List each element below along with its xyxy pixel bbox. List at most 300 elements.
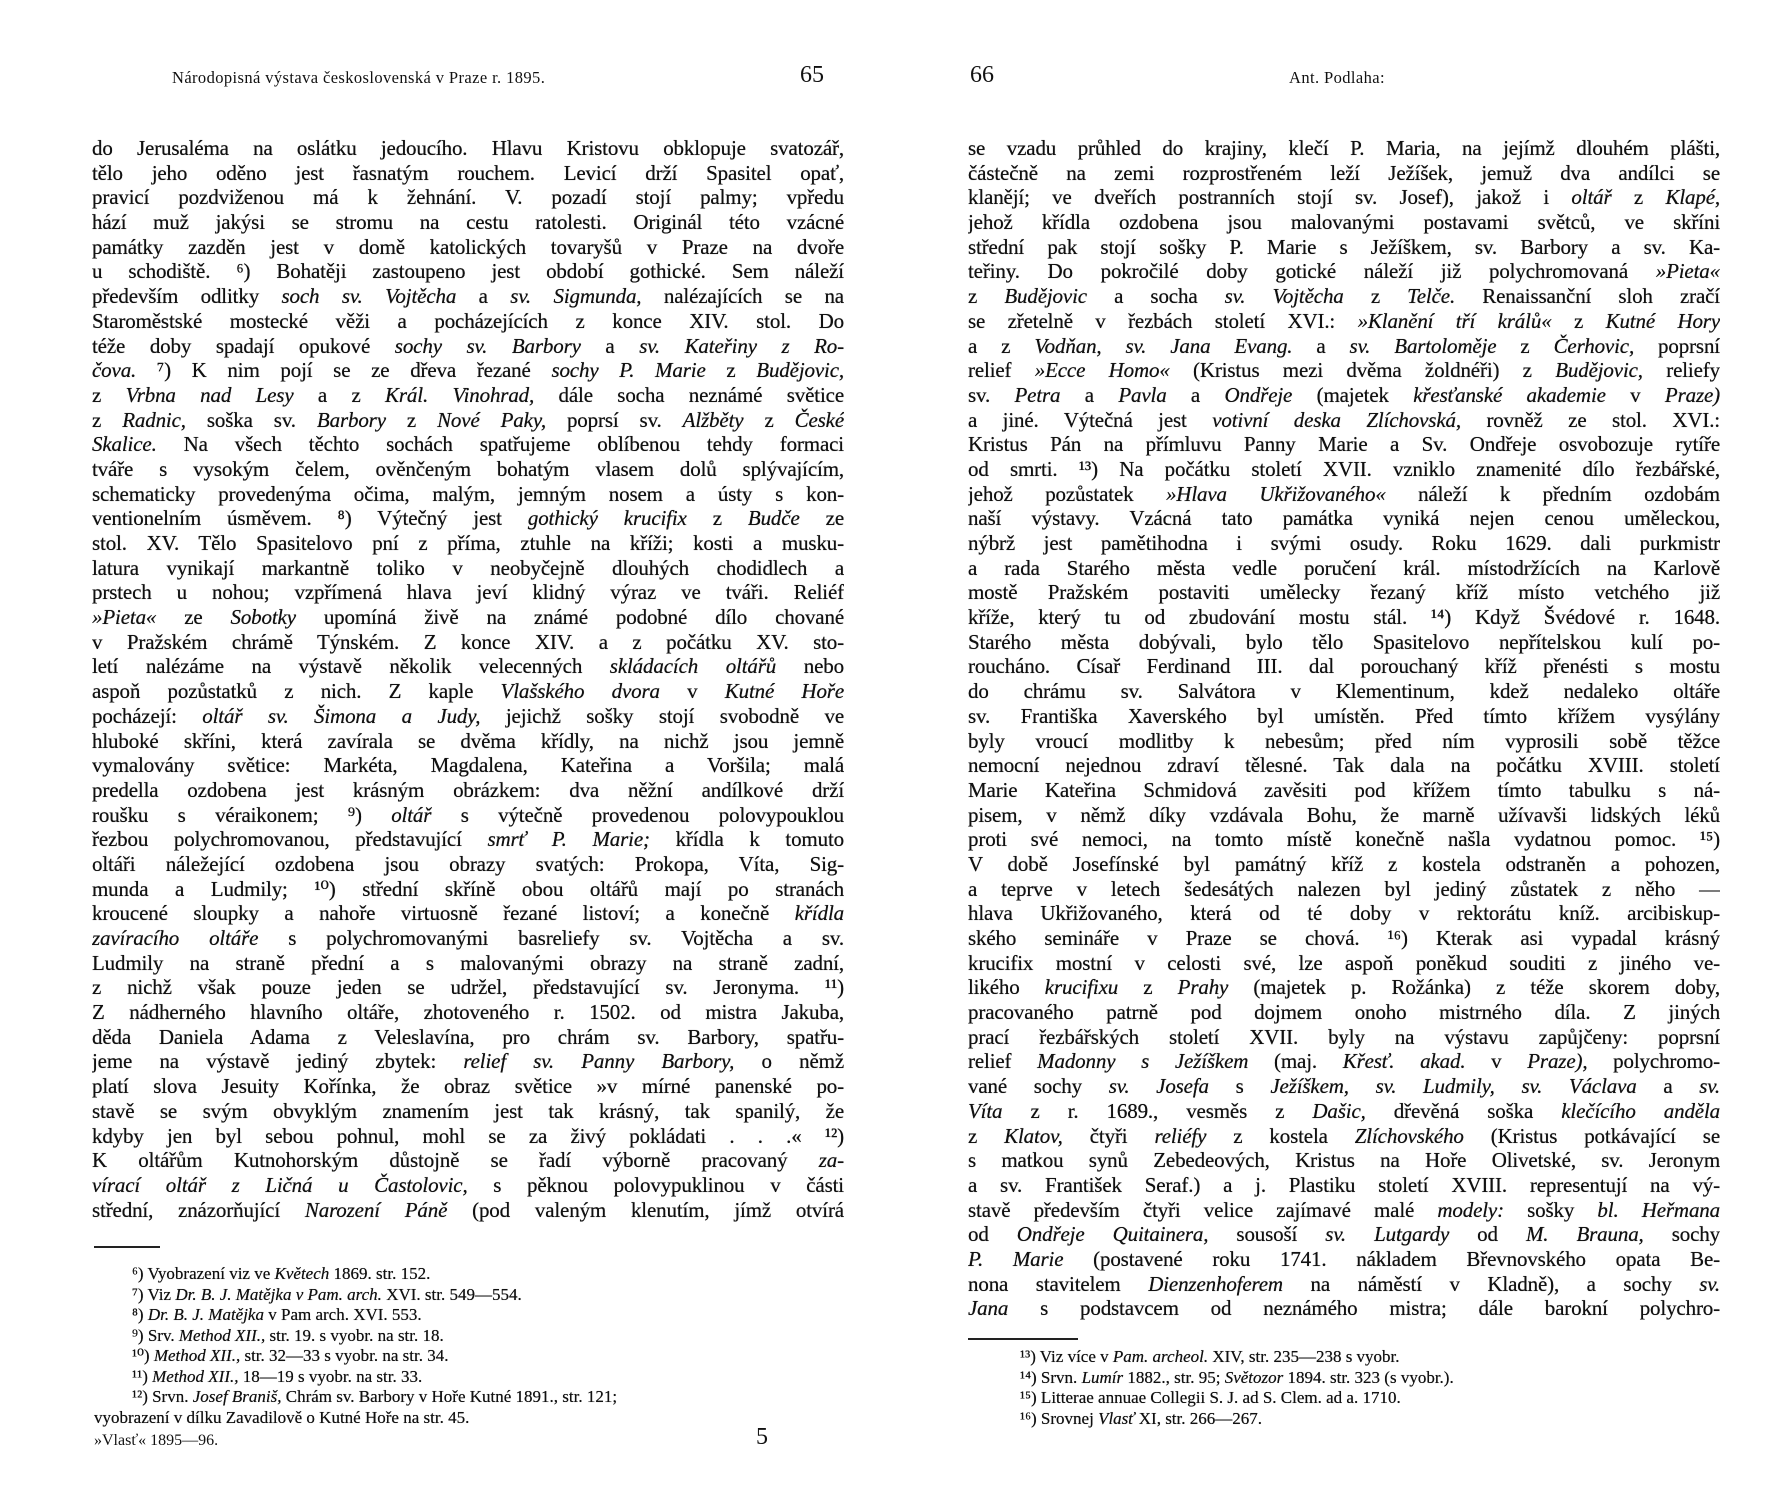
italic-text: Květech: [274, 1264, 330, 1283]
text-line: [92, 1124, 844, 1149]
italic-text: sochy sv. Barbory: [394, 333, 581, 358]
text-line: [968, 1247, 1720, 1272]
text: nýbrž jest pamětihodna i svými osudy. Roku 1629. dali purkmistr: [968, 531, 1720, 555]
text: roucháno. Císař Ferdinand III. dal porouchaný kříž přenésti s mostu: [968, 654, 1720, 679]
italic-text: Vlašského dvora: [500, 679, 660, 704]
text: predella ozdobena jest krásným obrázkem: dva něžní andílkové drží: [92, 777, 844, 802]
text: sv. Františka Xaverského byl umístěn. Před tímto křížem vysýlány: [968, 703, 1720, 728]
text: reliefy: [1642, 358, 1720, 383]
italic-text: Vodňan, sv. Jana Evang.: [1034, 333, 1293, 358]
text: tělo jeho oděno jest řasnatým rouchem. Levicí drží Spasitel opať,: [92, 160, 844, 185]
italic-text: Ondřeje Quitainera,: [1016, 1222, 1209, 1247]
text: ⁹) Srv.: [132, 1325, 179, 1345]
italic-text: Budějovic,: [756, 358, 844, 383]
italic-text: relief sv. Panny Barbory,: [463, 1049, 735, 1074]
text: ¹²) Srvn.: [132, 1387, 193, 1406]
text-line: [968, 605, 1720, 630]
text-line: [92, 901, 844, 926]
italic-text: Telče.: [1407, 284, 1456, 309]
text: hluboké skříni, která zavírala se dvěma křídly, na nichž jsou jemně: [92, 728, 844, 753]
italic-text: »Pieta«: [1655, 259, 1720, 284]
text: z: [686, 506, 748, 531]
text: s: [1208, 1074, 1271, 1099]
text-line: [968, 630, 1720, 655]
text-line: [968, 383, 1720, 408]
text: ského semináře v Praze se chová. ¹⁶) Kterak asi vypadal krásný: [968, 926, 1720, 950]
text-line: [92, 358, 844, 383]
text-line: [92, 852, 844, 877]
text: 1882., str. 95;: [1123, 1367, 1225, 1387]
text: kříže, který tu od zbudování mostu stál. ¹⁴) Když Švédové r. 1648.: [968, 605, 1720, 630]
text-line: [968, 259, 1720, 284]
italic-text: bl. Heřmana: [1597, 1197, 1720, 1222]
italic-text: »Hlava Ukřižovaného«: [1165, 481, 1386, 506]
text: XVI. str. 549—554.: [381, 1284, 522, 1304]
text: ventionelním úsměvem. ⁸) Výtečný jest: [92, 506, 528, 531]
text-line: [968, 1198, 1720, 1223]
text: děda Daniela Adama z Veleslavína, pro chrám sv. Barbory, spatřu-: [92, 1024, 844, 1049]
italic-text: Světozor: [1224, 1367, 1284, 1387]
running-head-right: Ant. Podlaha:: [1289, 68, 1385, 87]
text: do chrámu sv. Salvátora v Klementinum, kdež nedaleko oltáře: [968, 679, 1720, 704]
text: (maj.: [1248, 1049, 1343, 1074]
italic-text: Klapé,: [1665, 185, 1720, 210]
footnote: [982, 1347, 1722, 1368]
italic-text: »Pieta«: [92, 605, 157, 630]
text: částečně na zemi rozprostřeném leží Ježíšek, jemuž dva andílci se: [968, 160, 1720, 185]
text: památky zazděn jest v domě katolických tovaryšů v Praze na dvoře: [92, 234, 844, 259]
text: s podstavcem od neznámého mistra; dále barokní polychro-: [1008, 1296, 1720, 1321]
text: stavě se svým obvyklým znamením jest tak krásný, tak spanilý, že: [92, 1098, 844, 1123]
text-line: [92, 753, 844, 778]
text-line: [968, 1222, 1720, 1247]
text: vyobrazení v dílku Zavadilově o Kutné Hoře na str. 45.: [94, 1407, 470, 1427]
text: aspoň pozůstatků z nich. Z kaple: [92, 679, 501, 704]
text: ¹⁶) Srovnej: [1020, 1408, 1099, 1428]
text: (Kristus mezi dvěma žoldnéři) z: [1169, 358, 1556, 383]
text-line: [92, 1198, 844, 1223]
italic-text: Praze),: [1527, 1049, 1588, 1074]
text-line: [968, 901, 1720, 926]
text: Starého města dobývali, bylo tělo Spasitelovo nepřítelskou kulí po-: [968, 629, 1720, 654]
text-line: [92, 506, 844, 531]
text: a: [1292, 333, 1350, 358]
italic-text: klečícího anděla: [1561, 1098, 1720, 1123]
italic-text: sv. Bartoloměje: [1349, 333, 1497, 358]
text: s polychromovanými basreliefy sv. Vojtěcha a sv.: [258, 926, 844, 950]
text: řezbou polychromovanou, představující: [92, 827, 488, 852]
sheet-number: 5: [756, 1424, 768, 1450]
italic-text: Jana: [968, 1296, 1009, 1321]
text-line: [968, 408, 1720, 433]
text-line: [968, 358, 1720, 383]
text: z: [1611, 185, 1666, 210]
text: 1894. str. 323 (s vyobr.).: [1283, 1367, 1454, 1387]
text: u schodiště. ⁶) Bohatěji zastoupeno jest období gothické. Sem náleží: [92, 259, 844, 284]
text: nona stavitelem: [968, 1271, 1149, 1296]
text: křídla k tomuto: [649, 827, 844, 852]
italic-text: sv. Josefa: [1108, 1074, 1209, 1099]
text: jehož pozůstatek: [968, 481, 1166, 506]
text-line: [92, 778, 844, 803]
text-line: [968, 1074, 1720, 1099]
text-line: [968, 1099, 1720, 1124]
text-line: [92, 1074, 844, 1099]
text: a: [456, 284, 511, 309]
text-line: [92, 457, 844, 482]
text-line: [92, 1148, 844, 1173]
italic-text: Dr. B. J. Matějka v Pam. arch.: [175, 1284, 382, 1304]
italic-text: oltář: [391, 802, 432, 827]
text: z: [385, 407, 438, 432]
text-line: [968, 1296, 1720, 1321]
text: Renaissanční sloh zračí: [1455, 284, 1720, 309]
italic-text: Prahy: [1177, 975, 1229, 1000]
italic-text: Budějovic: [1004, 284, 1087, 309]
text: ¹⁵) Litterae annuae Collegii S. J. ad S. Clem. ad a. 1710.: [1020, 1388, 1401, 1407]
text: Kristus Pán na přímluvu Panny Marie a Sv. Ondřeje osvobozuje rytíře: [968, 432, 1720, 457]
italic-text: Budče: [747, 506, 800, 531]
text-line: [92, 975, 844, 1000]
text: (majetek: [1292, 382, 1414, 407]
text: o němž: [734, 1049, 844, 1074]
italic-text: Madonny s Ježíškem: [1037, 1049, 1249, 1074]
italic-text: sv.: [1699, 1074, 1720, 1099]
text: na náměstí v Kladně), a sochy: [1282, 1271, 1700, 1296]
italic-text: Ondřeje: [1224, 382, 1293, 407]
text-line: [968, 1124, 1720, 1149]
italic-text: zavíracího oltáře: [92, 926, 259, 950]
text-line: [968, 210, 1720, 235]
text: ze: [156, 605, 231, 630]
footnote: [94, 1305, 834, 1326]
text-line: [92, 704, 844, 729]
footnote: [982, 1368, 1722, 1389]
text: střední pak stojí sošky P. Marie s Ježíškem, sv. Barbory a sv. Ka-: [968, 234, 1720, 259]
italic-text: Alžběty: [682, 407, 744, 432]
text-line: [92, 729, 844, 754]
text: s výtečně provedenou polovypouklou: [431, 802, 844, 827]
footnote: [94, 1408, 834, 1429]
text: kroucené sloupky a nahoře virtuosně řezané listoví; a konečně: [92, 901, 795, 926]
footnote: [982, 1388, 1722, 1409]
text: a sv. František Seraf.) a j. Plastiku století XVIII. representují na vý-: [968, 1172, 1720, 1197]
text: ¹³) Viz více v: [1020, 1347, 1113, 1366]
text-line: [968, 729, 1720, 754]
italic-text: sv. Sigmunda,: [510, 284, 642, 309]
text: vané sochy: [968, 1074, 1109, 1099]
text: Staroměstské mostecké věži a pocházejících z konce XIV. stol. Do: [92, 308, 844, 333]
text-line: [92, 605, 844, 630]
text: a z: [293, 382, 386, 407]
text: dále socha neznámé světice: [534, 382, 844, 407]
text: v: [1605, 382, 1665, 407]
text: soška sv.: [185, 407, 317, 432]
text: s pěknou polovypuklinou v části: [467, 1172, 844, 1197]
text-line: [968, 877, 1720, 902]
text: K oltářům Kutnohorským důstojně se řadí výborně pracovaný: [92, 1148, 819, 1173]
text: náleží k předním ozdobám: [1385, 481, 1720, 506]
text: a: [1166, 382, 1225, 407]
italic-text: vírací oltář z Ličná u Častolovic,: [92, 1172, 468, 1197]
text-line: [968, 136, 1720, 161]
text: str. 32—33 s vyobr. na str. 34.: [240, 1346, 449, 1365]
text: a: [580, 333, 640, 358]
text: Ludmily na straně přední a s malovanými obrazy na straně zadní,: [92, 950, 844, 975]
text-line: [968, 975, 1720, 1000]
text: od smrti. ¹³) Na počátku století XVII. vzniklo znamenité dílo řezbářské,: [968, 456, 1720, 481]
text: V době Josefínské byl památný kříž z kostela odstraněn a pohozen,: [968, 851, 1720, 876]
italic-text: gothický krucifix: [527, 506, 687, 531]
text: do Jerusaléma na oslátku jedoucího. Hlavu Kristovu obklopuje svatozář,: [92, 136, 844, 160]
text: a z: [968, 333, 1035, 358]
text-line: [92, 1049, 844, 1074]
text: téže doby spadají opukové: [92, 333, 395, 358]
text-line: [968, 1049, 1720, 1074]
italic-text: sv. Lutgardy: [1325, 1222, 1450, 1247]
text-line: [92, 531, 844, 556]
text: od: [968, 1222, 1017, 1247]
text-line: [92, 926, 844, 951]
text-line: [968, 1000, 1720, 1025]
text: polychromo-: [1587, 1049, 1720, 1074]
footnote: [94, 1387, 834, 1408]
text-line: [92, 334, 844, 359]
text: Z nádherného hlavního oltáře, zhotoveného r. 1502. od mistra Jakuba,: [92, 1000, 844, 1025]
italic-text: Dašic,: [1312, 1098, 1366, 1123]
italic-text: Vrbna nad Lesy: [125, 382, 294, 407]
text: platí slova Jesuity Kořínka, že obraz světice »v mírné panenské po-: [92, 1074, 844, 1099]
italic-text: skládacích oltářů: [609, 654, 777, 679]
italic-text: Víta: [968, 1098, 1003, 1123]
text: Na všech těchto sochách spatřujeme oblíbenou tehdy formaci: [156, 432, 844, 457]
italic-text: Josef Braniš,: [192, 1387, 282, 1406]
text: str. 19. s vyobr. na str. 18.: [265, 1325, 444, 1345]
text: latura vynikají markantně toliko v neobyčejně dlouhých chodidlech a: [92, 555, 844, 580]
text: z r. 1689., vesměs z: [1002, 1098, 1313, 1123]
text: s matkou synů Zebedeových, Kristus na Hoře Olivetské, sv. Jeronym: [968, 1148, 1720, 1173]
text-line: [968, 432, 1720, 457]
text-line: [92, 161, 844, 186]
text: sošky: [1503, 1197, 1598, 1222]
text-line: [968, 679, 1720, 704]
text: ¹⁰): [132, 1346, 154, 1365]
text: v: [659, 679, 725, 704]
italic-text: Sobotky: [230, 605, 296, 630]
text: (Kristus potkávající se: [1463, 1123, 1720, 1148]
text: a teprve v letech šedesátých nalezen byl jediný zůstatek z něho —: [968, 876, 1720, 901]
italic-text: Zlíchovského: [1354, 1123, 1464, 1148]
italic-text: Radnic,: [122, 407, 186, 432]
italic-text: Petra: [1014, 382, 1061, 407]
italic-text: oltář: [1571, 185, 1612, 210]
text: kdyby jen byl sebou pohnul, mohl se za živý pokládati . . .« ¹²): [92, 1123, 844, 1148]
text: z kostela: [1206, 1123, 1355, 1148]
italic-text: Pam. archeol.: [1112, 1347, 1209, 1366]
text-line: [92, 210, 844, 235]
text-line: [968, 1272, 1720, 1297]
text: sv.: [968, 382, 1015, 407]
text-line: [92, 482, 844, 507]
right-footnotes: [982, 1347, 1722, 1429]
italic-text: Kutné Hoře: [724, 679, 844, 704]
italic-text: Narození Páně: [304, 1197, 448, 1222]
text: v Pam arch. XVI. 553.: [263, 1305, 422, 1324]
text: letí nalézáme na výstavě několik velecenných: [92, 654, 610, 679]
text: nalézajících se na: [641, 284, 844, 309]
text-line: [92, 630, 844, 655]
text: ⁶) Vyobrazení viz ve: [132, 1264, 275, 1283]
text: se zřetelně v řezbách století XVI.:: [968, 308, 1358, 333]
text: Chrám sv. Barbory v Hoře Kutné 1891., str. 121;: [281, 1387, 618, 1406]
italic-text: krucifixu: [1044, 975, 1119, 1000]
text: (majetek p. Rožánka) z téže skorem doby,: [1228, 975, 1720, 1000]
text: se vzadu průhled do krajiny, klečí P. Maria, na jejímž dlouhém plášti,: [968, 136, 1720, 160]
signature-mark: »Vlasť« 1895—96.: [94, 1432, 219, 1449]
italic-text: čova.: [92, 358, 137, 383]
text: z: [1118, 975, 1178, 1000]
text: ¹⁴) Srvn.: [1020, 1367, 1082, 1387]
text: hlava Ukřižovaného, která od té doby v rektorátu kníž. arcibiskup-: [968, 901, 1720, 926]
text: z: [968, 1123, 1005, 1148]
text-line: [968, 1148, 1720, 1173]
text-line: [92, 580, 844, 605]
text-line: [968, 1025, 1720, 1050]
italic-text: Král. Vinohrad,: [385, 382, 535, 407]
italic-text: Skalice.: [92, 432, 157, 457]
text: 18—19 s vyobr. na str. 33.: [238, 1366, 423, 1386]
left-body-text: [92, 136, 844, 1222]
text: nemocní nejednou zdraví tělesné. Tak dala na počátku XVIII. století: [968, 753, 1720, 778]
footnote: [94, 1346, 834, 1367]
text-line: [968, 654, 1720, 679]
text: ⁸): [132, 1305, 148, 1324]
text: vymalovány světice: Markéta, Magdalena, Kateřina a Voršila; malá: [92, 753, 844, 778]
text: poprsí sv.: [545, 407, 683, 432]
text: a socha: [1086, 284, 1225, 309]
italic-text: Ježíškem, sv. Ludmily, sv. Václava: [1270, 1074, 1637, 1099]
text: z: [1496, 333, 1554, 358]
text-line: [92, 1025, 844, 1050]
text: z: [705, 358, 757, 383]
text-line: [92, 259, 844, 284]
text: XI, str. 266—267.: [1134, 1408, 1262, 1428]
page-number-left: 65: [800, 62, 824, 88]
text: schematicky provedenýma očima, malým, jemným nosem a ústy s kon-: [92, 481, 844, 506]
text-line: [968, 457, 1720, 482]
text: z: [1343, 284, 1408, 309]
footnote-separator: [94, 1246, 160, 1248]
text: pracovaného patrně pod dojmem onoho mistrného díla. Z jiných: [968, 1000, 1720, 1025]
italic-text: Kutné Hory: [1605, 308, 1720, 333]
text: teřiny. Do pokročilé doby gotické náleží již polychromovaná: [968, 259, 1656, 284]
text: stavě především čtyři velice zajímavé malé: [968, 1197, 1438, 1222]
text-line: [92, 408, 844, 433]
text-line: [92, 556, 844, 581]
italic-text: Čerhovic,: [1553, 333, 1635, 358]
text: krucifix mostní v celosti své, lze aspoň poněkud souditi z jiného ve-: [968, 950, 1720, 975]
left-footnotes: [94, 1264, 834, 1428]
text-line: [92, 1173, 844, 1198]
text: tváře s vysokým čelem, ověnčeným bohatým vlasem dolů splývajícím,: [92, 456, 844, 481]
italic-text: křesťanské akademie: [1413, 382, 1606, 407]
italic-text: Klatov,: [1004, 1123, 1063, 1148]
running-head-left: Národopisná výstava československá v Praze r. 1895.: [172, 68, 546, 87]
italic-text: sv. Vojtěcha: [1224, 284, 1344, 309]
text-line: [968, 235, 1720, 260]
text: ¹¹): [132, 1366, 153, 1386]
text: dřevěná soška: [1365, 1098, 1562, 1123]
italic-text: soch sv. Vojtěcha: [281, 284, 457, 309]
text-line: [968, 580, 1720, 605]
text-line: [968, 482, 1720, 507]
text-line: [968, 284, 1720, 309]
italic-text: »Klanění tří králů«: [1357, 308, 1552, 333]
text-line: [968, 778, 1720, 803]
text: sochy: [1643, 1222, 1720, 1247]
text-line: [92, 185, 844, 210]
text-line: [968, 926, 1720, 951]
text-line: [92, 679, 844, 704]
text: mostě Pražském postaviti umělecky řezaný kříž místo vetchého již: [968, 580, 1720, 605]
text: z nichž však pouze jeden se udržel, představující sv. Jeronyma. ¹¹): [92, 975, 844, 1000]
text: v Pražském chrámě Týnském. Z konce XIV. a z počátku XV. sto-: [92, 629, 844, 654]
text: a: [1060, 382, 1119, 407]
text: z: [92, 407, 123, 432]
text-line: [92, 1099, 844, 1124]
text-line: [968, 704, 1720, 729]
footnote: [94, 1326, 834, 1347]
text: byly vroucí modlitby k nebesům; před ním vyprosili sobě těžce: [968, 728, 1720, 753]
text-line: [92, 309, 844, 334]
italic-text: Dr. B. J. Matějka: [147, 1305, 264, 1324]
text: ⁷) K nim pojí se ze dřeva řezané: [136, 358, 552, 383]
text-line: [92, 1000, 844, 1025]
text-line: [92, 235, 844, 260]
text: z: [743, 407, 795, 432]
italic-text: Lumír: [1081, 1367, 1124, 1387]
italic-text: Barbory: [316, 407, 386, 432]
text-line: [968, 161, 1720, 186]
italic-text: Pavla: [1118, 382, 1167, 407]
text: proti své nemoci, na tomto místě konečně našla vydatnou pomoc. ¹⁵): [968, 827, 1720, 852]
text: 1869. str. 152.: [329, 1264, 431, 1283]
italic-text: Praze): [1664, 382, 1720, 407]
text: jehož křídla ozdobena jsou malovanými postavami světců, ve skříni: [968, 210, 1720, 235]
text: relief: [968, 1049, 1038, 1074]
text: likého: [968, 975, 1045, 1000]
footnote: [94, 1264, 834, 1285]
text: munda a Ludmily; ¹⁰) střední skříně obou oltářů mají po stranách: [92, 876, 844, 901]
text-line: [92, 827, 844, 852]
italic-text: České: [794, 407, 844, 432]
text-line: [92, 383, 844, 408]
italic-text: Method XII.,: [178, 1325, 266, 1345]
italic-text: sv.: [1699, 1271, 1720, 1296]
text: XIV, str. 235—238 s vyobr.: [1208, 1347, 1400, 1366]
text: naší výstavy. Vzácná tato památka vyniká nejen cenou uměleckou,: [968, 506, 1720, 531]
text: čtyři: [1062, 1123, 1155, 1148]
text-line: [92, 951, 844, 976]
text: roušku s véraikonem; ⁹): [92, 802, 392, 827]
text: klanějí; ve dveřích postranních stojí sv. Josef), jakož i: [968, 185, 1572, 210]
text: sousoší: [1208, 1222, 1326, 1247]
text: ze: [799, 506, 844, 531]
italic-text: »Ecce Homo«: [1034, 358, 1170, 383]
text-line: [92, 432, 844, 457]
text: upomíná živě na známé podobné dílo chované: [295, 605, 844, 630]
italic-text: sochy P. Marie: [551, 358, 706, 383]
